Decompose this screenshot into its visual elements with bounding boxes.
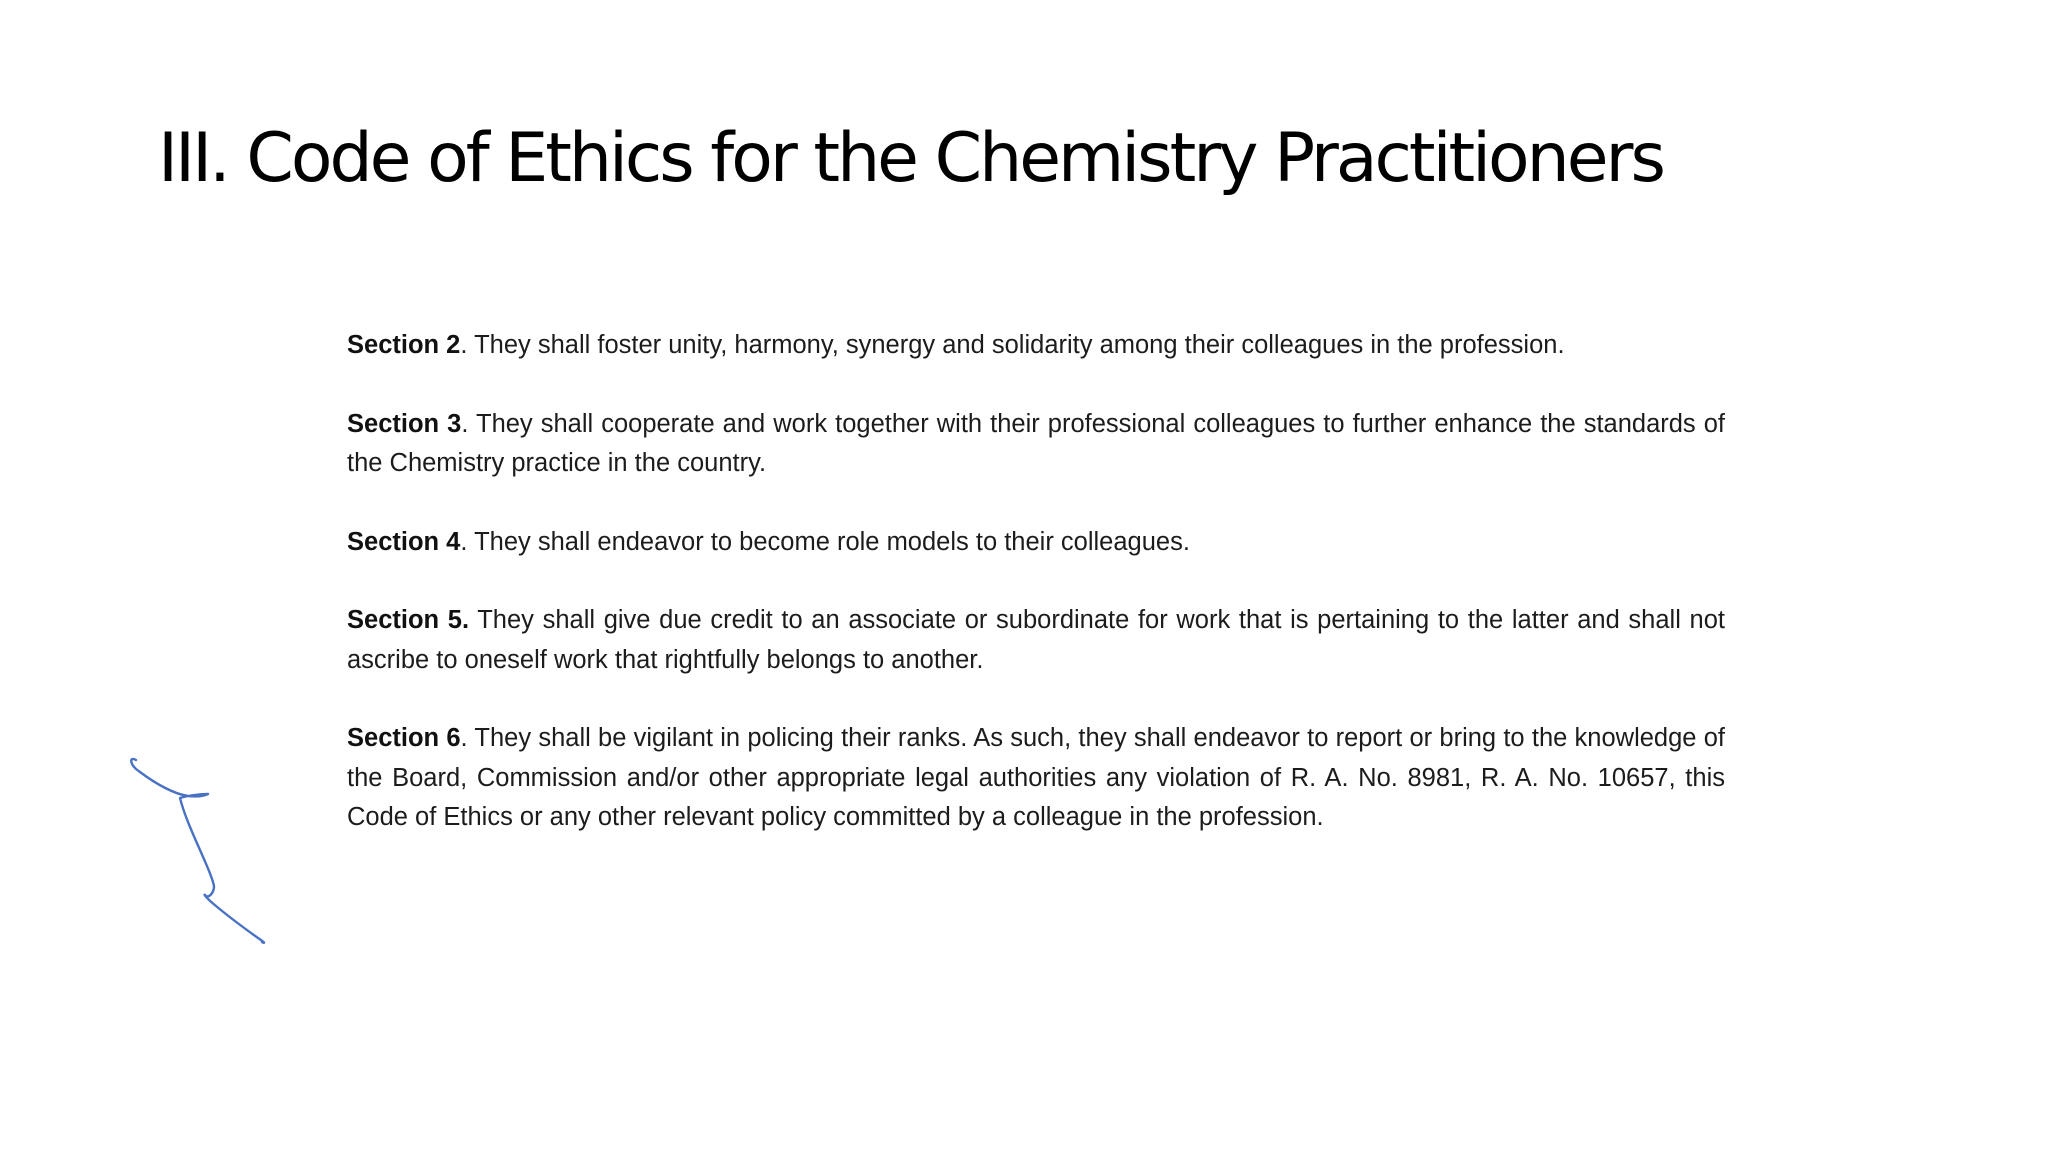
section-4: [347, 523, 1725, 563]
slide-title: III. Code of Ethics for the Chemistry Practitioners: [158, 119, 1663, 198]
section-5-label: Section 5.: [347, 606, 470, 634]
section-4-label: Section 4: [347, 527, 461, 556]
section-3-text: . They shall cooperate and work together with their professional colleagues to further enhance the standards of the Chemistry practice in the country.: [347, 409, 1725, 477]
scanned-document-excerpt: [347, 326, 1725, 877]
section-6-label: Section 6: [347, 724, 461, 752]
section-2-text: . They shall foster unity, harmony, synergy and solidarity among their colleagues in the profession.: [460, 331, 1565, 359]
section-5-text: They shall give due credit to an associate or subordinate for work that is pertaining to the latter and shall not ascribe to oneself work that rightfully belongs to another.: [347, 606, 1725, 674]
section-2: [347, 326, 1725, 366]
section-6-text: . They shall be vigilant in policing their ranks. As such, they shall endeavor to report or bring to the knowledge of the Board, Commission and/or other appropriate legal authorities any violation of R. A. No. 8981, R. A. No. 10657, this Code of Ethics or any other relevant policy committed by a colleague in the profession.: [347, 724, 1725, 831]
section-5: [347, 601, 1725, 680]
section-4-text: . They shall endeavor to become role models to their colleagues.: [460, 527, 1190, 556]
handwritten-signature-icon: [128, 752, 288, 952]
section-2-label: Section 2: [347, 331, 461, 359]
section-3: [347, 405, 1725, 484]
section-3-label: Section 3: [347, 409, 462, 438]
section-6: [347, 719, 1725, 838]
